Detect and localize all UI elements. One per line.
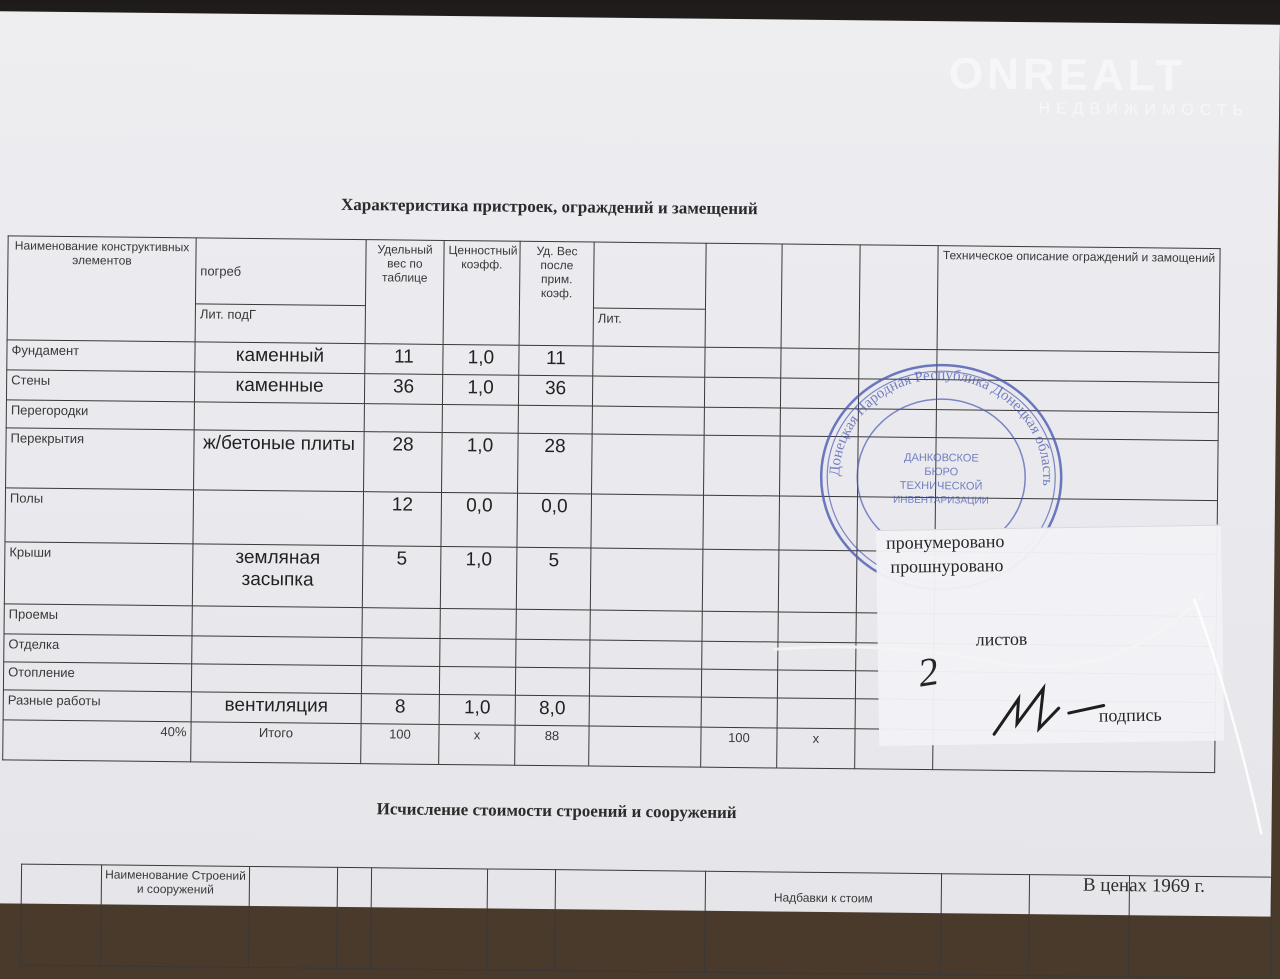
header-tech: Техническое описание ограждений и замощений xyxy=(937,246,1220,353)
cost-surcharge-header: Надбавки к стоим xyxy=(705,871,942,974)
row-ves xyxy=(362,638,440,667)
stamp-center-4: ИНВЕНТАРИЗАЦИИ xyxy=(893,494,989,507)
row-coef: 1,0 xyxy=(439,694,515,725)
total-after: 88 xyxy=(515,725,589,766)
row-name: Отопление xyxy=(3,662,191,692)
row-name: Фундамент xyxy=(7,340,195,372)
row-after: 8,0 xyxy=(515,695,589,726)
row-material xyxy=(192,636,362,666)
header-row xyxy=(7,236,1220,315)
total-ves: 100 xyxy=(361,724,439,765)
row-material xyxy=(191,664,361,694)
header-coef: Ценностный коэфф. xyxy=(443,240,520,345)
row-coef xyxy=(440,608,516,639)
row-after: 36 xyxy=(518,375,592,406)
row-name: Крыши xyxy=(4,542,193,606)
row-ves: 5 xyxy=(362,546,441,609)
cost-table xyxy=(20,864,1272,979)
stamp-ring-text: Донецкая Народная Республика Донецкая область xyxy=(827,367,1056,487)
row-coef xyxy=(440,638,516,667)
header-empty-4 xyxy=(859,245,938,350)
row-after xyxy=(516,639,590,668)
header-lit2: Лит. xyxy=(593,308,705,347)
stamp-center-1: ДАНКОВСКОЕ xyxy=(904,451,979,465)
handwritten-signature xyxy=(988,677,1109,749)
slip-laced: прошнуровано xyxy=(890,555,1004,577)
row-ves xyxy=(361,666,439,695)
row-after: 28 xyxy=(518,433,593,494)
header-ud-ves: Удельный вес по таблице xyxy=(365,240,444,345)
row-after xyxy=(516,609,590,640)
row-material: ж/бетоные плиты xyxy=(194,430,365,492)
row-material xyxy=(192,606,362,638)
row-name: Проемы xyxy=(4,604,192,636)
row-material xyxy=(194,402,364,432)
header-building: погреб xyxy=(195,238,366,306)
header-empty-3 xyxy=(781,244,860,349)
row-name: Перегородки xyxy=(6,400,194,430)
cost-name-header: Наименование Строений и сооружений xyxy=(101,865,250,968)
row-name: Перекрытия xyxy=(6,428,195,490)
stamp-center-3: ТЕХНИЧЕСКОЙ xyxy=(899,479,983,493)
bleed-through-text xyxy=(379,103,899,138)
binding-note-slip xyxy=(876,525,1224,746)
row-coef xyxy=(439,666,515,695)
row-ves xyxy=(364,404,442,433)
row-coef: 1,0 xyxy=(442,374,518,405)
slip-count: 2 xyxy=(914,647,942,696)
row-coef: 1,0 xyxy=(443,344,519,375)
row-coef: 0,0 xyxy=(441,492,518,547)
total-label: Итого xyxy=(191,722,361,764)
row-name: Полы xyxy=(5,488,194,544)
table1-title: Характеристика пристроек, ограждений и замещений xyxy=(340,194,758,219)
row-after: 11 xyxy=(519,345,593,376)
row-name: Разные работы xyxy=(3,690,191,722)
stamp-center-2: БЮРО xyxy=(924,466,959,479)
header-ud-after: Уд. Вес после прим. коэф. xyxy=(519,241,594,346)
row-coef: 1,0 xyxy=(440,546,517,609)
header-empty xyxy=(593,242,706,309)
slip-signature-label: подпись xyxy=(1098,704,1162,726)
watermark-logo: ONREALT xyxy=(948,49,1187,101)
header-lit: Лит. подГ xyxy=(195,304,365,344)
row-after xyxy=(518,405,592,434)
total-ves2: 100 xyxy=(701,727,777,768)
slip-sheets: листов xyxy=(975,628,1028,650)
total-coef: х xyxy=(439,724,515,765)
row-after xyxy=(515,667,589,696)
row-name: Отделка xyxy=(4,634,192,664)
total-pct: 40% xyxy=(3,720,191,762)
slip-numbered: пронумеровано xyxy=(885,531,1005,553)
row-ves: 12 xyxy=(363,492,442,547)
row-material: каменный xyxy=(195,342,365,374)
row-coef xyxy=(442,404,518,433)
watermark xyxy=(948,49,1249,120)
row-ves: 11 xyxy=(365,344,443,375)
row-ves: 8 xyxy=(361,694,439,725)
row-material xyxy=(193,490,364,546)
total-coef2: х xyxy=(777,728,855,769)
row-ves xyxy=(362,608,440,639)
bleed-through-text-2 xyxy=(468,161,808,185)
row-coef: 1,0 xyxy=(442,432,519,493)
row-material: земляная засыпка xyxy=(192,544,363,608)
document-page xyxy=(0,11,1280,916)
watermark-subtitle: НЕДВИЖИМОСТЬ xyxy=(1038,100,1250,120)
row-ves: 28 xyxy=(364,432,443,493)
row-name: Стены xyxy=(6,370,194,402)
row-material: вентиляция xyxy=(191,692,361,724)
row-after: 5 xyxy=(516,547,591,610)
header-name: Наименование конструктивных элементов xyxy=(7,236,196,342)
table2-title: Исчисление стоимости строений и сооружений xyxy=(376,799,737,823)
row-ves: 36 xyxy=(364,374,442,405)
row-material: каменные xyxy=(194,372,364,404)
row-after: 0,0 xyxy=(517,493,592,548)
prices-note: В ценах 1969 г. xyxy=(1082,874,1206,897)
header-empty-2 xyxy=(705,243,782,348)
